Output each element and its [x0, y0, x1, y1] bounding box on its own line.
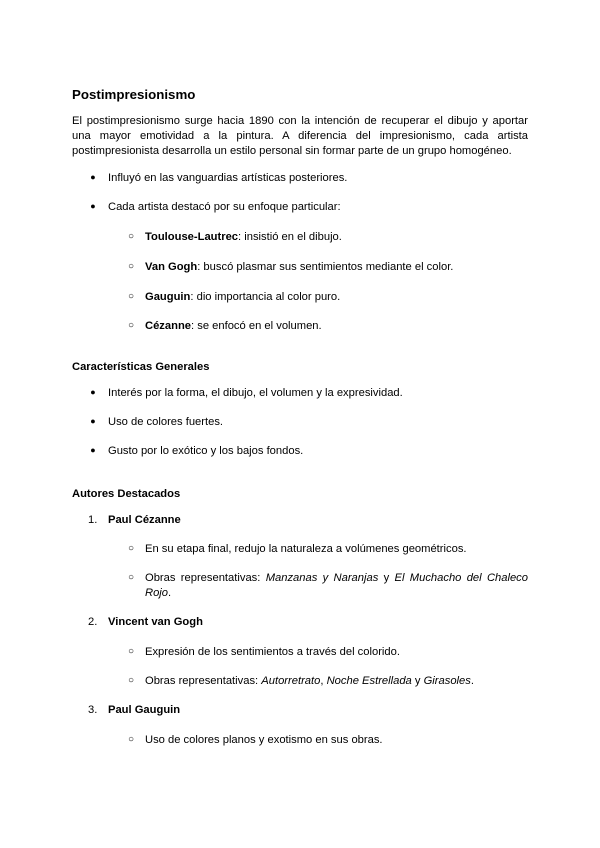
sub-bullet-icon: ○ [127, 646, 135, 657]
bullet-icon: ● [90, 172, 96, 182]
bullet-icon: ● [90, 416, 96, 426]
list-number: 1. [88, 514, 98, 526]
intro-paragraph: El postimpresionismo surge hacia 1890 con la intención de recuperar el dibujo y aportar una mayor emotividad a la pintura. A diferencia del impresionismo, cada artista postimpresionista desarrolla un estilo personal sin formar parte de un grupo homogéneo. [72, 115, 528, 157]
sub-bullet-icon: ○ [127, 572, 135, 583]
sub-bullet-icon: ○ [127, 291, 135, 302]
list-number: 2. [88, 616, 98, 628]
sub-bullet-icon: ○ [127, 231, 135, 242]
bullet-icon: ● [90, 387, 96, 397]
sub-bullet-icon: ○ [127, 734, 135, 745]
page-title: Postimpresionismo [72, 87, 196, 102]
sub-bullet-icon: ○ [127, 543, 135, 554]
section-heading-autores: Autores Destacados [72, 488, 181, 500]
sub-bullet-icon: ○ [127, 261, 135, 272]
bullet-icon: ● [90, 201, 96, 211]
list-number: 3. [88, 704, 98, 716]
section-heading-caracteristicas: Características Generales [72, 361, 210, 373]
sub-bullet-icon: ○ [127, 675, 135, 686]
sub-bullet-icon: ○ [127, 320, 135, 331]
bullet-icon: ● [90, 445, 96, 455]
